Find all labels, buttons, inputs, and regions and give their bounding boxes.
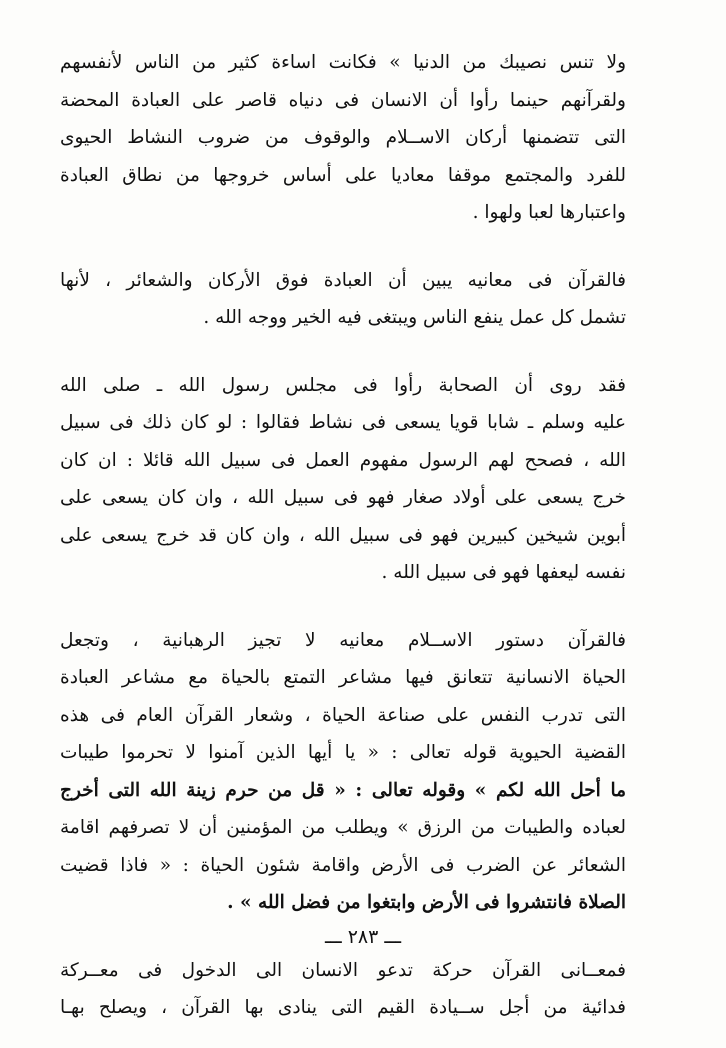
- text-line: ما أحل الله لكم » وقوله تعالى : « قل من حرم زينة الله التى أخرج: [60, 779, 626, 801]
- text-line: التى تتضمنها أركان الاســلام والوقوف من ضروب النشاط الحيوى: [60, 127, 626, 148]
- page-number: ـــ ٢٨٣ ـــ: [324, 926, 402, 948]
- paragraph-3: [60, 367, 626, 592]
- text-line: ولقرآنهم حينما رأوا أن الانسان فى دنياه قاصر على العبادة المحضة: [60, 89, 626, 111]
- paragraph-5: [60, 952, 626, 1027]
- text-line: التى تدرب النفس على صناعة الحياة ، وشعار القرآن العام فى هذه: [60, 704, 626, 726]
- text-line: الله ، فصحح لهم الرسول مفهوم العمل فى سبيل الله قائلا : ان كان: [60, 449, 626, 471]
- text-line: واعتبارها لعبا ولهوا .: [472, 202, 626, 223]
- document-body: [60, 44, 626, 1027]
- text-line: القضية الحيوية قوله تعالى : « يا أيها الذين آمنوا لا تحرموا طيبات: [60, 742, 626, 763]
- text-line: فقد روى أن الصحابة رأوا فى مجلس رسول الله ـ صلى الله: [60, 374, 626, 396]
- text-line: للفرد والمجتمع موقفا معاديا على أساس خروجها من نطاق العبادة: [60, 164, 626, 186]
- text-line: الحياة الانسانية تتعانق فيها مشاعر التمتع بالحياة مع مشاعر العبادة: [60, 667, 626, 688]
- paragraph-1: [60, 44, 626, 232]
- text-line: فالقرآن فى معانيه يبين أن العبادة فوق الأركان والشعائر ، لأنها: [60, 269, 626, 291]
- text-line: خرج يسعى على أولاد صغار فهو فى سبيل الله ، وان كان يسعى على: [60, 487, 626, 508]
- text-line: أبوين شيخين كبيرين فهو فى سبيل الله ، وان كان قد خرج يسعى على: [60, 524, 626, 546]
- text-line: لعباده والطيبات من الرزق » ويطلب من المؤمنين أن لا تصرفهم اقامة: [60, 817, 626, 838]
- text-line: فدائية من أجل ســيادة القيم التى ينادى بها القرآن ، ويصلح بهـا: [60, 997, 626, 1018]
- paragraph-4: [60, 622, 626, 922]
- text-line: الشعائر عن الضرب فى الأرض واقامة شئون الحياة : « فاذا قضيت: [60, 854, 626, 876]
- text-line: الصلاة فانتشروا فى الأرض وابتغوا من فضل الله » .: [227, 892, 626, 913]
- text-line: ولا تنس نصيبك من الدنيا » فكانت اساءة كثير من الناس لأنفسهم: [60, 52, 626, 73]
- text-line: نفسه ليعفها فهو فى سبيل الله .: [381, 562, 626, 583]
- paragraph-2: [60, 262, 626, 337]
- text-line: فمعــانى القرآن حركة تدعو الانسان الى الدخول فى معــركة: [60, 959, 626, 981]
- text-line: فالقرآن دستور الاســلام معانيه لا تجيز الرهبانية ، وتجعل: [60, 629, 626, 651]
- text-line: تشمل كل عمل ينفع الناس ويبتغى فيه الخير ووجه الله .: [203, 307, 626, 328]
- text-line: عليه وسلم ـ شابا قويا يسعى فى نشاط فقالوا : لو كان ذلك فى سبيل: [60, 412, 626, 433]
